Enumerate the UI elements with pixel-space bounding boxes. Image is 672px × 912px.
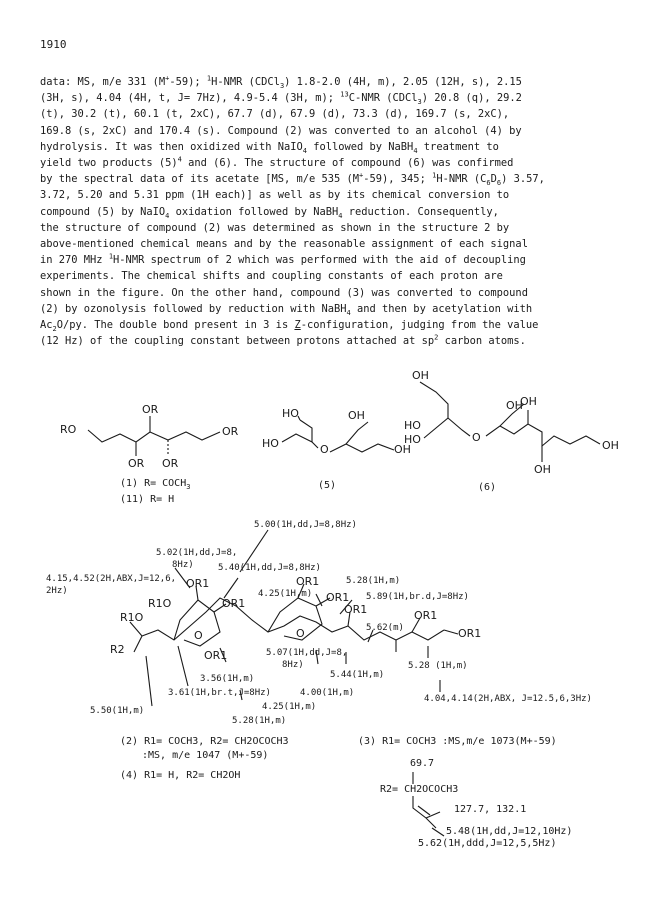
text-run: 3.72, 5.20 and 5.31 ppm (1H each)] as well as by its chemical conversion to: [40, 189, 510, 202]
compound-3-def: (3) R1= COCH3 :MS,m/e 1073(M+-59): [358, 736, 557, 747]
main-or1-a: OR1: [186, 577, 210, 590]
main-r1o-left: R1O: [120, 611, 144, 624]
struct1-or-bottom-2: OR: [162, 457, 179, 470]
compound-4-def: (4) R1= H, R2= CH2OH: [120, 770, 241, 781]
nmr-annotation-17: 4.25(1H,m): [262, 702, 317, 712]
main-o-ring-1: O: [194, 629, 203, 642]
subscript: 3: [417, 98, 422, 107]
text-run: by the spectral data of its acetate [MS, m/e 535 (M: [40, 173, 360, 186]
nmr-annotation-9b: 8Hz): [282, 660, 304, 670]
text-run: (12 Hz) of the coupling constant between protons attached at sp: [40, 335, 435, 348]
text-run: ) 1.8-2.0 (4H, m), 2.05 (12H, s), 2.15: [284, 76, 522, 88]
nmr-annotation-15: 4.04,4.14(2H,ABX, J=12.5,6,3Hz): [424, 694, 592, 704]
compound-3-r2: R2= CH2OCOCH3: [380, 784, 459, 795]
page-number: 1910: [40, 38, 67, 51]
superscript: 13: [340, 90, 349, 99]
text-run: C-NMR (CDCl: [348, 92, 418, 105]
nmr-annotation-2b: 8Hz): [172, 560, 194, 570]
struct6-caption: (6): [478, 482, 497, 493]
subscript: 4: [302, 146, 307, 155]
compound-2-ms: :MS, m/e 1047 (M+-59): [142, 750, 269, 761]
subscript: 6: [496, 179, 502, 188]
text-run: (2) by ozonolysis followed by reduction with NaBH: [40, 302, 347, 315]
struct6-oh-top: OH: [412, 369, 429, 382]
superscript: 4: [177, 155, 182, 164]
text-run: in 270 MHz: [40, 254, 109, 267]
subscript: 4: [346, 308, 351, 317]
superscript: 1: [432, 171, 437, 180]
text-run: -59), 345;: [363, 173, 433, 186]
text-run: reduction. Consequently,: [342, 205, 499, 218]
nmr-annotation-12: 5.28 (1H,m): [408, 661, 468, 671]
nmr-annotation-7: 5.89(1H,br.d,J=8Hz): [366, 592, 469, 602]
nmr-annotation-16: 5.50(1H,m): [90, 706, 145, 716]
subscript: 4: [165, 211, 170, 220]
text-run: and (6). The structure of compound (6) was confirmed: [181, 157, 514, 170]
superscript: 1: [108, 252, 114, 261]
text-run: Ac: [40, 319, 53, 332]
text-run: the structure of compound (2) was determined as shown in the structure 2 by: [40, 221, 510, 234]
superscript: +: [165, 74, 170, 83]
text-run: H-NMR (C: [436, 173, 487, 186]
superscript: 2: [434, 333, 439, 342]
text-run: above-mentioned chemical means and by the reasonable assignment of each signal: [40, 238, 528, 251]
struct1-or-top: OR: [142, 403, 159, 416]
struct5-o-ring: O: [320, 443, 329, 456]
nmr-annotation-5: 5.28(1H,m): [346, 576, 401, 586]
nmr-annotation-1: 5.00(1H,dd,J=8,8Hz): [254, 520, 357, 530]
nmr-annotation-18: 5.28(1H,m): [232, 716, 287, 726]
text-run: (3H, s), 4.04 (4H, t, J= 7Hz), 4.9-5.4 (3H, m);: [40, 92, 341, 105]
nmr-annotation-11: 5.44(1H,m): [330, 670, 385, 680]
nmr-annotation-10: 3.56(1H,m): [200, 674, 255, 684]
text-run: data: MS, m/e 331 (M: [40, 76, 166, 88]
structure-1-bonds: [88, 416, 220, 456]
nmr-annotation-4: 4.15,4.52(2H,ABX,J=12,6,: [46, 574, 177, 584]
struct5-ho-left: HO: [262, 437, 279, 450]
compound-3-shift-1: 69.7: [410, 758, 435, 769]
main-or1-g: OR1: [458, 627, 482, 640]
subscript: 6: [486, 179, 491, 188]
main-or1-c: OR1: [296, 575, 320, 588]
structure-6-bonds: [420, 382, 600, 462]
text-run: H-NMR (CDCl: [211, 76, 280, 88]
text-run: treatment to: [417, 140, 499, 153]
structure-5-bonds: [282, 416, 394, 452]
struct6-oh-a: OH: [506, 399, 523, 412]
subscript: 3: [279, 82, 285, 91]
text-run: oxidation followed by NaBH: [169, 205, 339, 218]
text-run: D: [490, 173, 497, 186]
nmr-annotation-14: 4.00(1H,m): [300, 688, 355, 698]
nmr-annotation-6: 4.25(1H,m): [258, 589, 313, 599]
text-run: compound (5) by NaIO: [40, 205, 166, 218]
text-run: -configuration, judging from the value: [300, 319, 539, 332]
superscript: 1: [206, 74, 212, 83]
text-run: followed by NaBH: [306, 140, 414, 153]
main-r1o-2: R1O: [148, 597, 172, 610]
subscript: 4: [413, 146, 418, 155]
text-run: O/py. The double bond present in 3 is: [56, 319, 295, 332]
text-run: yield two products (5): [40, 157, 178, 170]
nmr-annotation-4b: 2Hz): [46, 586, 68, 596]
struct1-or-right: OR: [222, 425, 239, 438]
struct5-oh-right: OH: [394, 443, 411, 456]
struct6-ho-b: HO: [404, 433, 421, 446]
main-or1-e: OR1: [344, 603, 368, 616]
superscript: +: [359, 171, 364, 180]
main-r2: R2: [110, 643, 125, 656]
text-run: ) 20.8 (q), 29.2: [421, 92, 522, 105]
nmr-annotation-9: 5.07(1H,dd,J=8,: [266, 648, 348, 658]
text-run: H-NMR spectrum of 2 which was performed with the aid of decoupling: [113, 254, 526, 267]
text-run: 169.8 (s, 2xC) and 170.4 (s). Compound (2) was converted to an alcohol (4) by: [40, 124, 522, 137]
nmr-annotation-13: 3.61(1H,br.t,J=8Hz): [168, 688, 271, 698]
underlined-text: Z: [294, 319, 301, 332]
text-run: hydrolysis. It was then oxidized with NaIO: [40, 140, 303, 153]
struct5-ho-top: HO: [282, 407, 299, 420]
struct1-caption-2: (11) R= H: [120, 494, 175, 505]
main-o-ring-2: O: [296, 627, 305, 640]
struct6-o-ring: O: [472, 431, 481, 444]
text-run: (t), 30.2 (t), 60.1 (t, 2xC), 67.7 (d), 67.9 (d), 73.3 (d), 169.7 (s, 2xC),: [40, 108, 510, 121]
main-or1-b: OR1: [222, 597, 246, 610]
struct1-or-bottom-1: OR: [128, 457, 145, 470]
struct5-oh-top: OH: [348, 409, 365, 422]
struct6-oh-end: OH: [602, 439, 619, 452]
struct5-caption: (5): [318, 480, 337, 491]
nmr-annotation-8: 5.62(m): [366, 623, 404, 633]
struct1-ro-left: RO: [60, 423, 77, 436]
main-or1-f: OR1: [414, 609, 438, 622]
compound-3-shift-4: 5.62(1H,ddd,J=12,5,5Hz): [418, 838, 557, 849]
text-run: shown in the figure. On the other hand, compound (3) was converted to compound: [40, 286, 528, 299]
subscript: 4: [338, 211, 343, 220]
struct6-oh-bottom: OH: [534, 463, 551, 476]
text-run: and then by acetylation with: [350, 302, 533, 315]
main-or1-d: OR1: [326, 591, 350, 604]
nmr-annotation-2: 5.02(1H,dd,J=8,: [156, 548, 238, 558]
text-run: carbon atoms.: [438, 335, 526, 348]
text-run: experiments. The chemical shifts and coupling constants of each proton are: [40, 270, 503, 283]
compound-2-def: (2) R1= COCH3, R2= CH2OCOCH3: [120, 736, 289, 747]
text-run: ) 3.57,: [501, 173, 545, 186]
nmr-annotation-3: 5.40(1H,dd,J=8,8Hz): [218, 563, 321, 573]
main-or1-h: OR1: [204, 649, 228, 662]
text-run: -59);: [169, 76, 207, 88]
struct6-oh-b: OH: [520, 395, 537, 408]
struct6-ho-a: HO: [404, 419, 421, 432]
subscript: 2: [52, 325, 57, 334]
compound-3-shift-3: 5.48(1H,dd,J=12,10Hz): [446, 826, 573, 837]
compound-3-shift-2: 127.7, 132.1: [454, 804, 527, 815]
struct1-caption-1: (1) $R= COCH_3$: [120, 478, 191, 491]
